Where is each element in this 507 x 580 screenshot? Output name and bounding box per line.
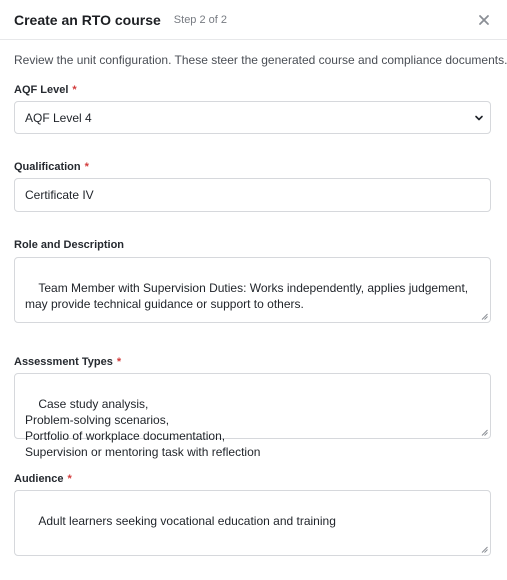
role-description-value: Team Member with Supervision Duties: Works independently, applies judgement, may provide technical guidance or support to others. [25, 281, 472, 311]
resize-grip-icon[interactable] [481, 546, 488, 553]
close-icon[interactable] [477, 13, 491, 27]
assessment-types-textarea[interactable] [14, 373, 491, 459]
audience-label-text: Audience [14, 473, 64, 485]
aqf-level-value: AQF Level 4 [25, 110, 92, 125]
aqf-level-label-text: AQF Level [14, 84, 69, 96]
intro-text: Review the unit configuration. These steer the generated course and compliance documents. [14, 53, 507, 67]
resize-grip-icon[interactable] [481, 313, 488, 320]
qualification-label [14, 160, 89, 174]
audience-label [14, 472, 72, 486]
required-marker: * [116, 356, 122, 368]
chevron-down-icon [474, 113, 484, 123]
assessment-types-value: Case study analysis, Problem-solving scenarios, Portfolio of workplace documentation, Supervision or mentoring task with reflection [25, 397, 261, 459]
qualification-value: Certificate IV [25, 188, 94, 202]
step-indicator: Step 2 of 2 [173, 14, 228, 26]
assessment-types-label [14, 355, 121, 369]
required-marker: * [72, 84, 77, 96]
aqf-level-label [14, 83, 77, 97]
role-description-label [14, 238, 124, 252]
qualification-label-text: Qualification [14, 161, 81, 173]
qualification-input[interactable] [14, 178, 491, 212]
required-marker: * [67, 473, 72, 485]
dialog-title: Create an RTO course [14, 11, 161, 28]
role-description-label-text: Role and Description [14, 239, 125, 251]
required-marker: * [84, 161, 89, 173]
aqf-level-select[interactable] [14, 101, 491, 134]
role-description-textarea[interactable] [14, 257, 491, 323]
audience-value: Adult learners seeking vocational education and training [38, 514, 336, 528]
assessment-types-label-text: Assessment Types [14, 356, 113, 368]
resize-grip-icon[interactable] [481, 429, 488, 436]
audience-textarea[interactable] [14, 490, 491, 556]
dialog-header [0, 0, 507, 40]
